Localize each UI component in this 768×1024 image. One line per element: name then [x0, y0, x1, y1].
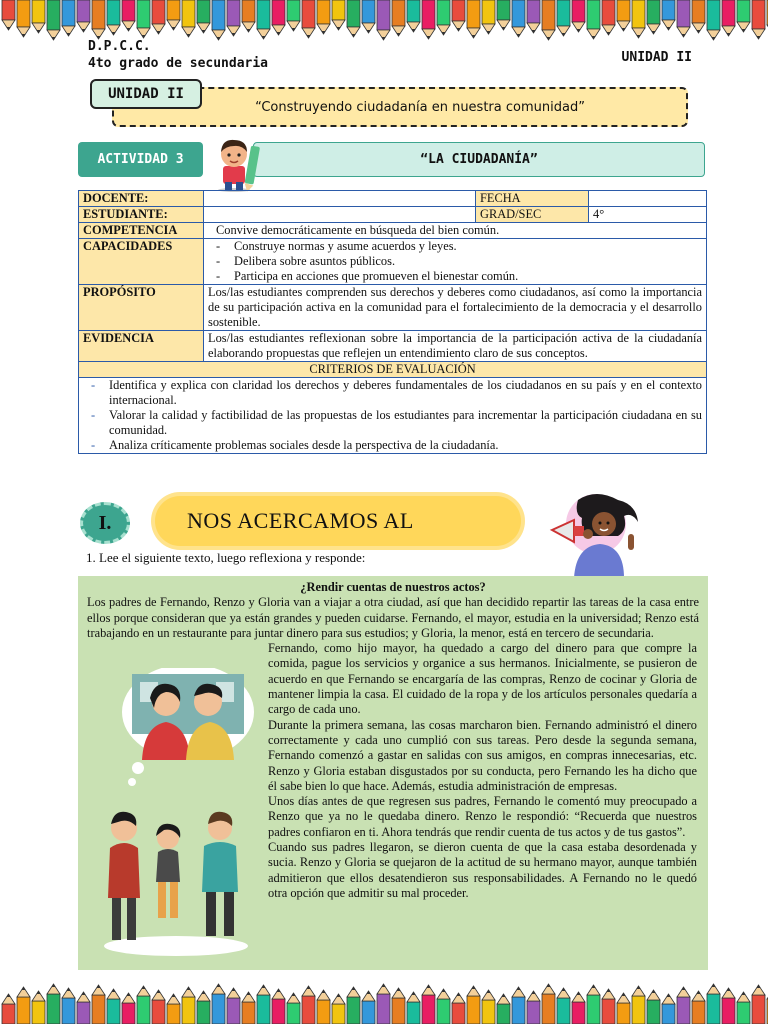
story-intro: Los padres de Fernando, Renzo y Gloria van a viajar a otra ciudad, así que han decidido repartir las tareas de la casa entre ellos porque consideran que ya están grandes y pueden cuidarse. Fernando, el mayor, estudia en la universidad; Renzo está trabajando en un restaurante para juntar dinero para sus estudios; y Gloria, la menor, está en tercero de secundaria.: [87, 595, 699, 640]
megaphone-girl-illustration: [544, 490, 648, 578]
pencil-icon: [317, 0, 330, 34]
pencil-icon: [617, 993, 630, 1024]
pencil-icon: [542, 0, 555, 40]
pencil-icon: [152, 0, 165, 34]
pencil-icon: [47, 0, 60, 40]
activity-info-table: [78, 190, 707, 454]
pencil-icon: [647, 0, 660, 34]
pencil-icon: [227, 988, 240, 1024]
story-box: [78, 576, 708, 970]
pencil-icon: [467, 0, 480, 38]
pencil-icon: [512, 0, 525, 37]
evidencia-label: EVIDENCIA: [79, 331, 204, 362]
pencil-icon: [632, 986, 645, 1024]
story-paragraph: Cuando sus padres llegaron, se dieron cuenta de que la casa estaba desordenada y sucia. Renzo y Gloria se quejaron de la actitud de su hermano mayor, aunque también admitieron que ellos desatendieron sus responsabilidades. A Fernando no le quedó otra opción que admitir su mal proceder.: [268, 840, 697, 900]
pencil-icon: [692, 991, 705, 1024]
pencil-icon: [272, 0, 285, 35]
pencil-icon: [137, 986, 150, 1024]
story-body: [268, 641, 697, 901]
pencil-icon: [572, 992, 585, 1024]
competencia-label: COMPETENCIA: [79, 223, 204, 239]
pencil-icon: [242, 992, 255, 1024]
row-estudiante: [79, 207, 707, 223]
pencil-icon: [197, 991, 210, 1024]
section-title-box: [155, 496, 521, 546]
list-item: - Identifica y explica con claridad los derechos y deberes fundamentales de los ciudadanos en su país y en el contexto internacional.: [83, 378, 702, 408]
pencil-icon: [422, 985, 435, 1024]
pencil-icon: [437, 989, 450, 1024]
pencil-icon: [2, 994, 15, 1024]
pencil-icon: [92, 0, 105, 39]
story-paragraph: Durante la primera semana, las cosas marcharon bien. Fernando administró el dinero correctamente y cada uno cumplió con sus tareas. Pero desde la segunda semana, Fernando comenzó a gastar en salidas con sus amigos, en compras innecesarias, etc. Renzo y Gloria estaban disgustados por su conducta, pero Fernando les ha dicho que él sabe bien lo que hace. Además, estudia administración de empresas.: [268, 717, 697, 793]
story-paragraph: Unos días antes de que regresen sus padres, Fernando le comentó muy preocupado a Renzo que ya no le quedaba dinero. Renzo le respondió: “Recuerda que nuestros padres confiaron en ti. Ahora tendrás que rendir cuenta de tus actos y de tus gastos”.: [268, 794, 697, 839]
activity-label: ACTIVIDAD 3: [97, 152, 184, 167]
row-criterios-head: [79, 362, 707, 378]
pencil-icon: [662, 0, 675, 30]
pencil-icon: [32, 991, 45, 1024]
list-item: - Participa en acciones que promueven el bienestar común.: [208, 269, 702, 284]
row-capacidades: [79, 239, 707, 285]
capacidades-list: [204, 239, 707, 285]
story-paragraph: Fernando, como hijo mayor, ha quedado a cargo del dinero para que compre la comida, pague los servicios y organice a sus hermanos. Inicialmente, se pusieron de acuerdo en que Fernando se encargaría de las compras, Renzo de cocinar y Gloria de mantener limpia la casa. El cuidado de la ropa y de los artículos personales quedaría a cargo de cada uno.: [268, 641, 697, 717]
pencil-icon: [557, 0, 570, 36]
pencil-icon: [47, 984, 60, 1024]
unit-badge-label: UNIDAD II: [108, 86, 184, 102]
pencil-icon: [377, 0, 390, 40]
criterios-label: CRITERIOS DE EVALUACIÓN: [79, 362, 707, 378]
pencil-icon: [737, 0, 750, 32]
pencil-icon: [707, 0, 720, 40]
pencil-icon: [212, 0, 225, 40]
pencil-icon: [287, 993, 300, 1024]
capacidades-label: CAPACIDADES: [79, 239, 204, 285]
pencil-icon: [362, 991, 375, 1024]
pencil-icon: [347, 987, 360, 1024]
pencil-icon: [587, 0, 600, 39]
section-number: I.: [98, 511, 112, 534]
document-header: [88, 38, 268, 72]
pencil-icon: [662, 994, 675, 1024]
pencil-icon: [107, 0, 120, 35]
estudiante-label: ESTUDIANTE:: [79, 207, 204, 223]
pencil-icon: [2, 0, 15, 30]
pencil-icon: [17, 987, 30, 1024]
unit-badge: [90, 79, 202, 109]
pencil-icon: [677, 987, 690, 1024]
student-illustration: [212, 136, 266, 192]
activity-badge: [78, 142, 203, 177]
pencil-icon: [407, 0, 420, 32]
pencil-icon: [257, 985, 270, 1024]
activity-title: “LA CIUDADANÍA”: [420, 152, 538, 167]
pencil-icon: [482, 990, 495, 1024]
section-title: NOS ACERCAMOS AL: [187, 508, 414, 533]
pencil-icon: [497, 994, 510, 1024]
pencil-icon: [362, 0, 375, 33]
pencil-icon: [452, 993, 465, 1024]
pencil-icon: [182, 987, 195, 1024]
story-title: ¿Rendir cuentas de nuestros actos?: [300, 580, 486, 594]
pencil-icon: [497, 0, 510, 30]
pencil-icon: [152, 990, 165, 1024]
activity-title-box: [253, 142, 705, 177]
pencil-icon: [527, 0, 540, 33]
grade-label: 4to grado de secundaria: [88, 56, 269, 71]
pencil-icon: [392, 0, 405, 36]
pencil-icon: [107, 989, 120, 1024]
pencil-icon: [452, 0, 465, 31]
pencil-icon: [752, 985, 765, 1024]
fecha-label: FECHA: [476, 191, 589, 207]
row-docente: [79, 191, 707, 207]
pencil-icon: [347, 0, 360, 37]
pencil-icon: [722, 988, 735, 1024]
pencil-border-top: [0, 0, 768, 42]
section-number-badge: [80, 502, 130, 544]
pencil-icon: [227, 0, 240, 36]
row-evidencia: [79, 331, 707, 362]
pencil-icon: [752, 0, 765, 39]
pencil-icon: [587, 985, 600, 1024]
pencil-icon: [272, 989, 285, 1024]
pencil-icon: [122, 993, 135, 1024]
pencil-icon: [602, 989, 615, 1024]
pencil-icon: [92, 985, 105, 1024]
org-label: D.P.C.C.: [88, 39, 151, 54]
docente-value: [204, 191, 476, 207]
pencil-icon: [32, 0, 45, 33]
fecha-value: [589, 191, 707, 207]
criterios-list: [79, 378, 707, 454]
pencil-icon: [317, 990, 330, 1024]
pencil-icon: [167, 0, 180, 30]
pencil-icon: [632, 0, 645, 38]
proposito-value: Los/las estudiantes comprenden sus derechos y deberes como ciudadanos, así como la importancia de su participación activa en la comunidad para el fortalecimiento de la democracia y el desarrollo sostenible.: [204, 285, 707, 331]
pencil-icon: [602, 0, 615, 35]
pencil-icon: [467, 986, 480, 1024]
pencil-icon: [422, 0, 435, 39]
pencil-icon: [377, 984, 390, 1024]
pencil-icon: [677, 0, 690, 37]
list-item: - Valorar la calidad y factibilidad de las propuestas de los estudiantes para incrementar la participación ciudadana en su comunidad.: [83, 408, 702, 438]
pencil-icon: [77, 992, 90, 1024]
pencil-icon: [287, 0, 300, 31]
pencil-icon: [482, 0, 495, 34]
pencil-icon: [332, 994, 345, 1024]
pencil-icon: [407, 992, 420, 1024]
pencil-icon: [167, 994, 180, 1024]
competencia-value: Convive democráticamente en búsqueda del bien común.: [204, 223, 707, 239]
pencil-icon: [212, 984, 225, 1024]
pencil-icon: [302, 0, 315, 38]
pencil-icon: [722, 0, 735, 36]
pencil-icon: [707, 984, 720, 1024]
pencil-icon: [137, 0, 150, 38]
pencil-icon: [17, 0, 30, 37]
list-item: - Construye normas y asume acuerdos y leyes.: [208, 239, 702, 254]
pencil-icon: [197, 0, 210, 33]
evidencia-value: Los/las estudiantes reflexionan sobre la importancia de la participación activa de la ciudadanía elaborando propuestas que reflejen un entendimiento claro de sus conceptos.: [204, 331, 707, 362]
pencil-icon: [332, 0, 345, 30]
pencil-icon: [302, 986, 315, 1024]
pencil-icon: [647, 990, 660, 1024]
pencil-icon: [437, 0, 450, 35]
row-proposito: [79, 285, 707, 331]
unit-label-right: UNIDAD II: [621, 50, 692, 65]
docente-label: DOCENTE:: [79, 191, 204, 207]
pencil-icon: [77, 0, 90, 32]
reading-instruction: 1. Lee el siguiente texto, luego reflexiona y responde:: [86, 550, 366, 565]
row-criterios: [79, 378, 707, 454]
gradsec-value: 4°: [589, 207, 707, 223]
pencil-icon: [737, 992, 750, 1024]
pencil-icon: [392, 988, 405, 1024]
gradsec-label: GRAD/SEC: [476, 207, 589, 223]
pencil-icon: [557, 988, 570, 1024]
estudiante-value: [204, 207, 476, 223]
pencil-icon: [182, 0, 195, 37]
pencil-icon: [527, 991, 540, 1024]
pencil-icon: [122, 0, 135, 31]
pencil-icon: [257, 0, 270, 39]
proposito-label: PROPÓSITO: [79, 285, 204, 331]
row-competencia: [79, 223, 707, 239]
pencil-icon: [692, 0, 705, 33]
pencil-icon: [62, 0, 75, 36]
pencil-icon: [572, 0, 585, 32]
pencil-icon: [617, 0, 630, 31]
pencil-icon: [62, 988, 75, 1024]
pencil-border-bottom: [0, 982, 768, 1024]
pencil-icon: [542, 984, 555, 1024]
list-item: - Delibera sobre asuntos públicos.: [208, 254, 702, 269]
pencil-icon: [242, 0, 255, 32]
pencil-icon: [512, 987, 525, 1024]
unit-title: “Construyendo ciudadanía en nuestra comunidad”: [255, 99, 585, 115]
siblings-illustration: [96, 668, 256, 960]
list-item: - Analiza críticamente problemas sociales desde la perspectiva de la ciudadanía.: [83, 438, 702, 453]
